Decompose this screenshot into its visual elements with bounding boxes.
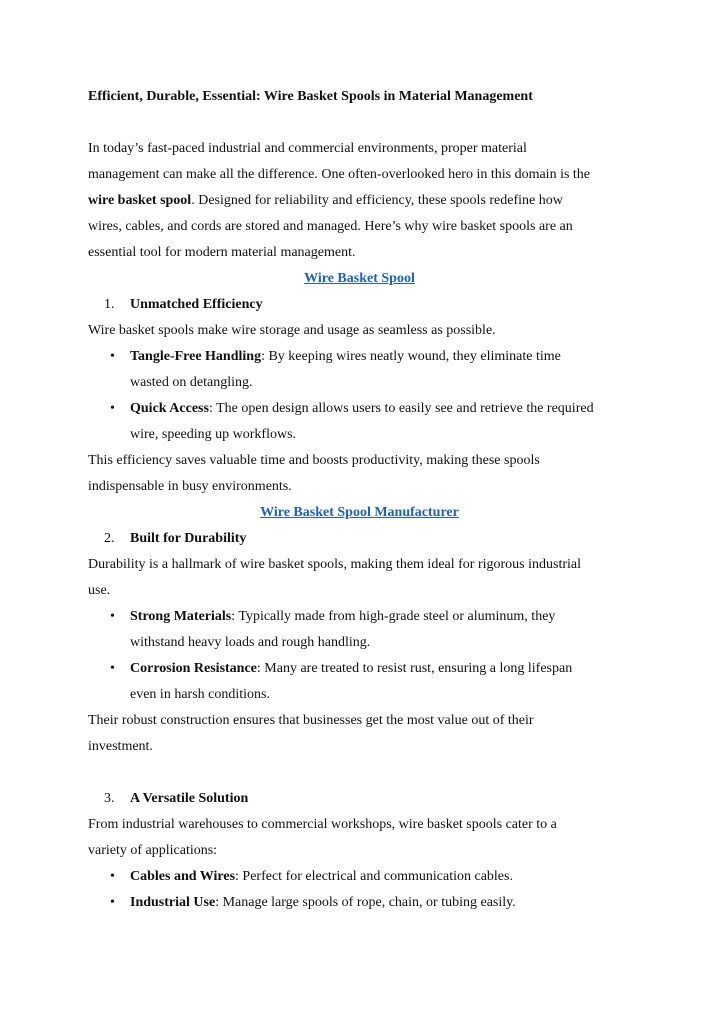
s3-bullet-2-text: : Manage large spools of rope, chain, or tubing easily. [215, 895, 516, 910]
intro-line-4: wires, cables, and cords are stored and managed. Here’s why wire basket spools are an [88, 219, 573, 234]
section-1-number: 1. [104, 297, 115, 312]
s2-bullet-2-text: : Many are treated to resist rust, ensuring a long lifespan [256, 661, 573, 676]
section-3-lead-line-1: From industrial warehouses to commercial workshops, wire basket spools cater to a [88, 817, 557, 832]
bullet-icon: • [110, 401, 115, 416]
intro-term: wire basket spool [88, 193, 192, 208]
s1-bullet-1-line-2: wasted on detangling. [130, 375, 253, 390]
intro-line-2: management can make all the difference. One often-overlooked hero in this domain is the [88, 167, 591, 182]
section-2-lead-line-2: use. [88, 583, 111, 598]
s2-bullet-2-term: Corrosion Resistance [130, 661, 257, 676]
document-title: Efficient, Durable, Essential: Wire Basket Spools in Material Management [88, 89, 533, 104]
section-3-lead-line-2: variety of applications: [88, 843, 218, 858]
wire-basket-spool-manufacturer-link[interactable]: Wire Basket Spool Manufacturer [260, 505, 459, 520]
section-2-close-line-2: investment. [88, 739, 153, 754]
intro-line-3 [88, 192, 563, 210]
s1-bullet-1-term: Tangle-Free Handling [130, 349, 262, 364]
section-2-heading: Built for Durability [130, 531, 247, 546]
s1-bullet-2-line-1 [130, 400, 594, 418]
s3-bullet-1-term: Cables and Wires [130, 869, 236, 884]
s3-bullet-1-line-1 [130, 868, 513, 886]
s3-bullet-2-line-1 [130, 894, 516, 912]
s3-bullet-1-text: : Perfect for electrical and communication cables. [235, 869, 513, 884]
section-1-lead: Wire basket spools make wire storage and usage as seamless as possible. [88, 323, 496, 338]
bullet-icon: • [110, 869, 115, 884]
s2-bullet-2-line-2: even in harsh conditions. [130, 687, 270, 702]
wire-basket-spool-link[interactable]: Wire Basket Spool [304, 271, 415, 286]
intro-line-3-rest: . Designed for reliability and efficiency, these spools redefine how [191, 193, 563, 208]
s2-bullet-2-line-1 [130, 660, 572, 678]
s2-bullet-1-line-2: withstand heavy loads and rough handling. [130, 635, 371, 650]
section-2-number: 2. [104, 531, 115, 546]
bullet-icon: • [110, 661, 115, 676]
section-1-close-line-1: This efficiency saves valuable time and boosts productivity, making these spools [88, 453, 540, 468]
s1-bullet-1-text: : By keeping wires neatly wound, they eliminate time [261, 349, 561, 364]
section-3-heading: A Versatile Solution [130, 791, 249, 806]
section-2-lead-line-1: Durability is a hallmark of wire basket spools, making them ideal for rigorous industrial [88, 557, 582, 572]
bullet-icon: • [110, 609, 115, 624]
s2-bullet-1-line-1 [130, 608, 555, 626]
section-2-close-line-1: Their robust construction ensures that businesses get the most value out of their [88, 713, 534, 728]
section-1-heading: Unmatched Efficiency [130, 297, 263, 312]
s1-bullet-1-line-1 [130, 348, 561, 366]
s1-bullet-2-term: Quick Access [130, 401, 209, 416]
s3-bullet-2-term: Industrial Use [130, 895, 216, 910]
link-row-1 [0, 270, 719, 288]
s1-bullet-2-text: : The open design allows users to easily see and retrieve the required [208, 401, 594, 416]
s2-bullet-1-text: : Typically made from high-grade steel or aluminum, they [231, 609, 556, 624]
section-3-number: 3. [104, 791, 115, 806]
intro-line-1: In today’s fast-paced industrial and commercial environments, proper material [88, 141, 527, 156]
s1-bullet-2-line-2: wire, speeding up workflows. [130, 427, 297, 442]
s2-bullet-1-term: Strong Materials [130, 609, 232, 624]
link-row-2 [0, 504, 719, 522]
section-1-close-line-2: indispensable in busy environments. [88, 479, 292, 494]
intro-line-5: essential tool for modern material management. [88, 245, 356, 260]
bullet-icon: • [110, 349, 115, 364]
bullet-icon: • [110, 895, 115, 910]
